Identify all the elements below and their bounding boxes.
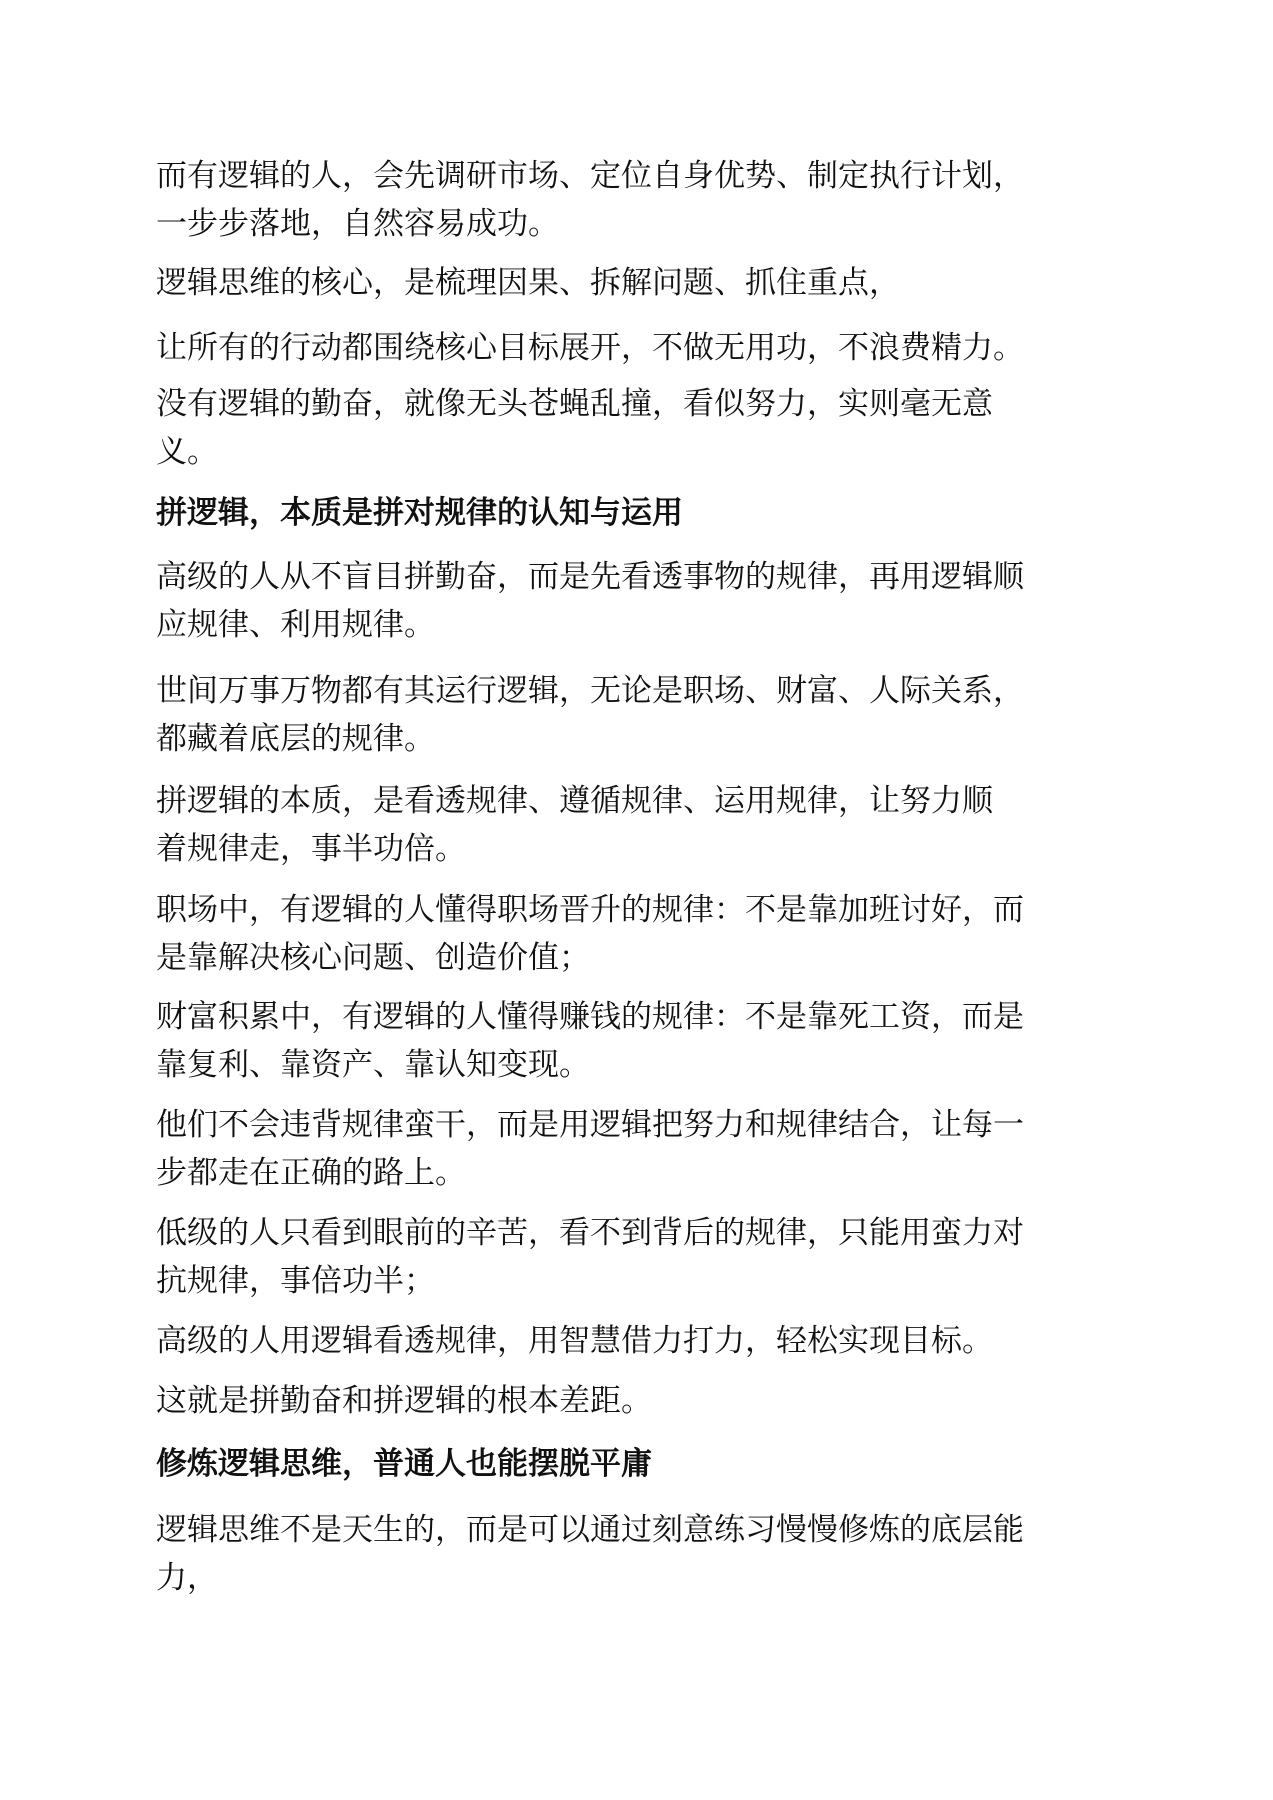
paragraph-9 — [156, 993, 1116, 1089]
paragraph-7 — [156, 777, 1116, 873]
section-heading-2 — [156, 1440, 1116, 1488]
paragraph-line: 低级的人只看到眼前的辛苦，看不到背后的规律，只能用蛮力对 — [156, 1215, 1024, 1251]
paragraph-8 — [156, 886, 1116, 982]
paragraph-12 — [156, 1317, 1116, 1365]
paragraph-line: 逻辑思维的核心，是梳理因果、拆解问题、抓住重点， — [156, 265, 900, 301]
paragraph-line: 都藏着底层的规律。 — [156, 721, 435, 757]
paragraph-line: 义。 — [156, 434, 218, 470]
paragraph-4 — [156, 380, 1116, 476]
paragraph-line: 高级的人从不盲目拼勤奋，而是先看透事物的规律，再用逻辑顺 — [156, 559, 1024, 595]
paragraph-line: 而有逻辑的人，会先调研市场、定位自身优势、制定执行计划， — [156, 158, 1024, 194]
paragraph-line: 拼逻辑的本质，是看透规律、遵循规律、运用规律，让努力顺 — [156, 783, 993, 819]
paragraph-6 — [156, 667, 1116, 763]
heading-line: 修炼逻辑思维，普通人也能摆脱平庸 — [156, 1446, 652, 1482]
paragraph-line: 步都走在正确的路上。 — [156, 1155, 466, 1191]
paragraph-line: 高级的人用逻辑看透规律，用智慧借力打力，轻松实现目标。 — [156, 1323, 993, 1359]
paragraph-line: 没有逻辑的勤奋，就像无头苍蝇乱撞，看似努力，实则毫无意 — [156, 386, 993, 422]
paragraph-line: 职场中，有逻辑的人懂得职场晋升的规律：不是靠加班讨好，而 — [156, 892, 1024, 928]
paragraph-line: 这就是拼勤奋和拼逻辑的根本差距。 — [156, 1383, 652, 1419]
paragraph-1 — [156, 152, 1116, 248]
paragraph-line: 让所有的行动都围绕核心目标展开，不做无用功，不浪费精力。 — [156, 330, 1024, 366]
paragraph-line: 靠复利、靠资产、靠认知变现。 — [156, 1047, 590, 1083]
paragraph-13 — [156, 1377, 1116, 1425]
section-heading-1 — [156, 489, 1116, 537]
paragraph-line: 世间万事万物都有其运行逻辑，无论是职场、财富、人际关系， — [156, 673, 1024, 709]
paragraph-3 — [156, 324, 1116, 372]
paragraph-line: 力， — [156, 1560, 218, 1596]
heading-line: 拼逻辑，本质是拼对规律的认知与运用 — [156, 495, 683, 531]
paragraph-line: 应规律、利用规律。 — [156, 607, 435, 643]
paragraph-line: 财富积累中，有逻辑的人懂得赚钱的规律：不是靠死工资，而是 — [156, 999, 1024, 1035]
paragraph-line: 抗规律，事倍功半； — [156, 1263, 435, 1299]
paragraph-line: 逻辑思维不是天生的，而是可以通过刻意练习慢慢修炼的底层能 — [156, 1512, 1024, 1548]
paragraph-line: 他们不会违背规律蛮干，而是用逻辑把努力和规律结合，让每一 — [156, 1107, 1024, 1143]
paragraph-10 — [156, 1101, 1116, 1197]
paragraph-line: 一步步落地，自然容易成功。 — [156, 206, 559, 242]
paragraph-line: 着规律走，事半功倍。 — [156, 831, 466, 867]
paragraph-11 — [156, 1209, 1116, 1305]
paragraph-line: 是靠解决核心问题、创造价值； — [156, 940, 590, 976]
paragraph-2 — [156, 259, 1116, 307]
paragraph-14 — [156, 1506, 1116, 1602]
paragraph-5 — [156, 553, 1116, 649]
